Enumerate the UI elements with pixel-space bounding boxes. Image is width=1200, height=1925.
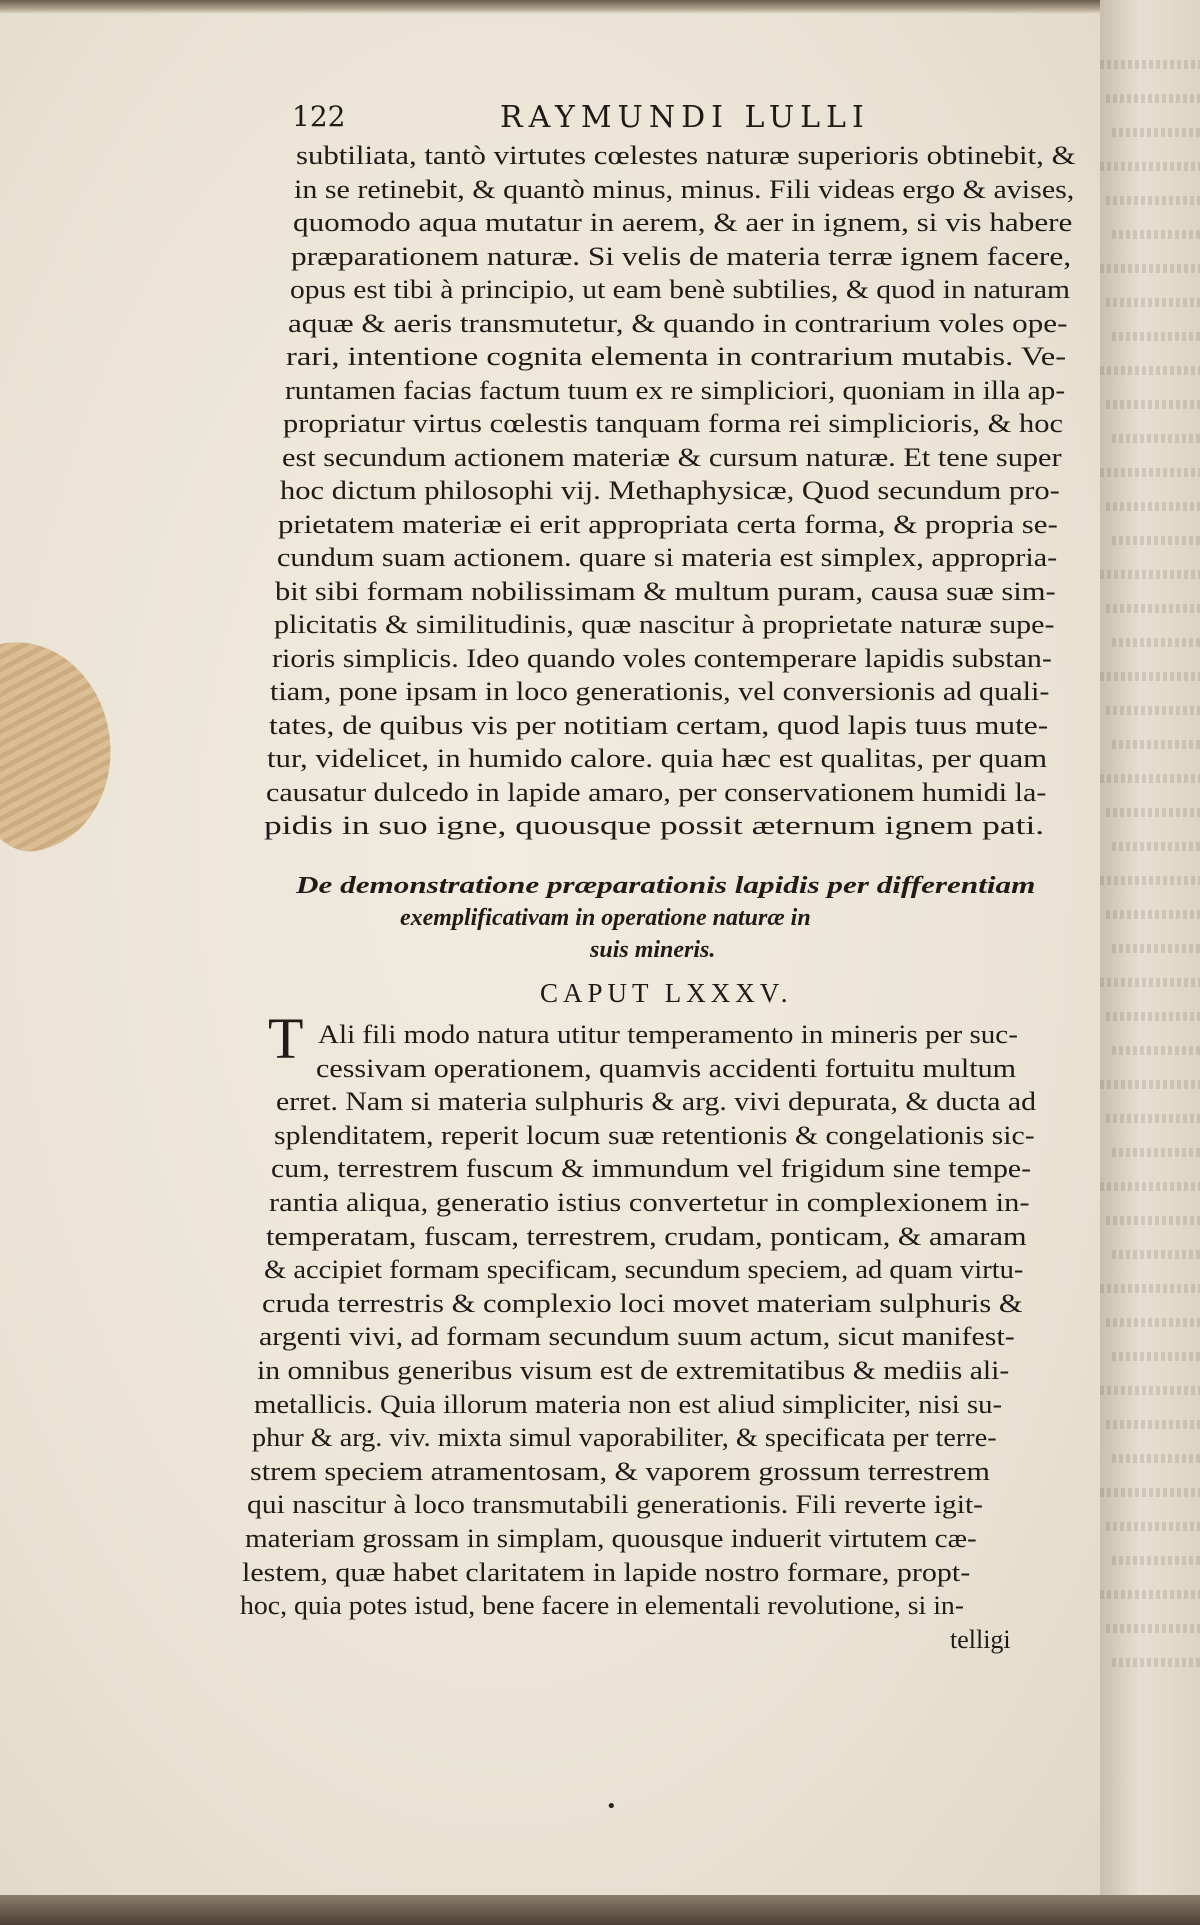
body-line: cundum suam actionem. quare si materia est simplex, appropria- xyxy=(277,543,1058,572)
chapter-line: splenditatem, reperit locum suæ retentionis & congelationis sic- xyxy=(274,1120,1035,1150)
ink-bleed xyxy=(1106,1114,1200,1123)
ink-bleed xyxy=(1106,910,1200,919)
ink-bleed xyxy=(1100,366,1200,375)
ink-bleed xyxy=(1112,1250,1200,1259)
chapter-line: in omnibus generibus visum est de extremitatibus & mediis ali- xyxy=(257,1356,1010,1385)
ink-bleed xyxy=(1100,774,1200,783)
ink-bleed xyxy=(1106,808,1200,817)
body-line: tur, videlicet, in humido calore. quia hæc est qualitas, per quam xyxy=(267,744,1048,773)
ink-bleed xyxy=(1112,638,1200,647)
chapter-line: rantia aliqua, generatio istius convertetur in complexionem in- xyxy=(269,1188,1030,1217)
ink-bleed xyxy=(1100,60,1200,69)
chapter-line: & accipiet formam specificam, secundum speciem, ad quam virtu- xyxy=(264,1255,1024,1285)
ink-bleed xyxy=(1100,468,1200,477)
ink-bleed xyxy=(1112,1046,1200,1055)
body-line: plicitatis & similitudinis, quæ nascitur à proprietate naturæ supe- xyxy=(274,610,1055,639)
ink-bleed xyxy=(1106,400,1200,409)
body-line: pidis in suo igne, quousque possit æternum ignem pati. xyxy=(264,811,1045,840)
body-line: prietatem materiæ ei erit appropriata certa forma, & propria se- xyxy=(278,509,1058,539)
chapter-heading-line: exemplificativam in operatione naturæ in xyxy=(400,905,811,931)
ink-bleed xyxy=(1112,1454,1200,1463)
chapter-number: CAPUT LXXXV. xyxy=(540,978,793,1008)
ink-bleed xyxy=(1112,332,1200,341)
ink-bleed xyxy=(1106,502,1200,511)
running-head: RAYMUNDI LULLI xyxy=(500,100,870,135)
ink-bleed xyxy=(1106,94,1200,103)
ink-bleed xyxy=(1112,842,1200,851)
chapter-line: strem speciem atramentosam, & vaporem grossum terrestrem xyxy=(250,1456,990,1486)
body-line: præparationem naturæ. Si velis de materia terræ ignem facere, xyxy=(291,241,1072,271)
ink-bleed xyxy=(1106,196,1200,205)
ink-bleed xyxy=(1100,264,1200,273)
ink-bleed xyxy=(1106,1012,1200,1021)
body-line: propriatur virtus cœlestis tanquam forma rei simplicioris, & hoc xyxy=(283,409,1064,438)
chapter-line: Ali fili modo natura utitur temperamento in mineris per suc- xyxy=(318,1020,1018,1049)
ink-bleed xyxy=(1112,230,1200,239)
chapter-line: temperatam, fuscam, terrestrem, crudam, ponticam, & amaram xyxy=(266,1221,1027,1251)
ink-bleed xyxy=(1112,1352,1200,1361)
ink-bleed xyxy=(1112,434,1200,443)
facing-page-edge xyxy=(1100,0,1200,1900)
chapter-heading-line: De demonstratione præparationis lapidis per differentiam xyxy=(296,873,1036,899)
ink-bleed xyxy=(1100,1284,1200,1293)
body-line: in se retinebit, & quantò minus, minus. Fili videas ergo & avises, xyxy=(294,174,1075,204)
ink-bleed xyxy=(1112,536,1200,545)
drop-cap: T xyxy=(268,1006,304,1071)
ink-bleed xyxy=(1106,1216,1200,1225)
ink-bleed xyxy=(1112,740,1200,749)
body-line: rari, intentione cognita elementa in contrarium mutabis. Ve- xyxy=(286,342,1067,371)
chapter-line: cum, terrestrem fuscum & immundum vel frigidum sine tempe- xyxy=(271,1154,1032,1184)
chapter-line: metallicis. Quia illorum materia non est aliud simpliciter, nisi su- xyxy=(254,1389,1003,1419)
ink-bleed xyxy=(1112,128,1200,137)
page-top-edge xyxy=(0,0,1100,14)
ink-bleed xyxy=(1100,162,1200,171)
ink-bleed xyxy=(1106,1420,1200,1429)
ink-bleed xyxy=(1106,1624,1200,1633)
body-line: subtiliata, tantò virtutes cœlestes naturæ superioris obtinebit, & xyxy=(296,141,1076,170)
ornament: • xyxy=(606,1796,617,1817)
chapter-line: erret. Nam si materia sulphuris & arg. vivi depurata, & ducta ad xyxy=(276,1087,1037,1117)
ink-bleed xyxy=(1112,1148,1200,1157)
page-header xyxy=(292,100,872,138)
body-line: opus est tibi à principio, ut eam benè subtilies, & quod in naturam xyxy=(290,275,1070,304)
ink-bleed xyxy=(1106,298,1200,307)
chapter-line: hoc, quia potes istud, bene facere in elementali revolutione, si in- xyxy=(240,1591,965,1621)
ink-bleed xyxy=(1106,1318,1200,1327)
body-line: quomodo aqua mutatur in aerem, & aer in ignem, si vis habere xyxy=(293,208,1073,237)
ink-bleed xyxy=(1100,1488,1200,1497)
chapter-line: lestem, quæ habet claritatem in lapide nostro formare, propt- xyxy=(242,1557,971,1587)
ink-bleed xyxy=(1112,944,1200,953)
ink-bleed xyxy=(1100,876,1200,885)
ink-bleed xyxy=(1112,1556,1200,1565)
chapter-line: argenti vivi, ad formam secundum suum actum, sicut manifest- xyxy=(259,1322,1015,1352)
ink-bleed xyxy=(1100,672,1200,681)
chapter-line: phur & arg. viv. mixta simul vaporabiliter, & specificata per terre- xyxy=(252,1423,997,1453)
body-line: hoc dictum philosophi vij. Methaphysicæ, Quod secundum pro- xyxy=(280,476,1060,505)
ink-bleed xyxy=(1106,706,1200,715)
ink-bleed xyxy=(1112,1658,1200,1667)
body-line: runtamen facias factum tuum ex re simpliciori, quoniam in illa ap- xyxy=(285,375,1066,405)
chapter-line: cessivam operationem, quamvis accidenti fortuitu multum xyxy=(316,1053,1017,1083)
chapter-line: materiam grossam in simplam, quousque induerit virtutem cæ- xyxy=(245,1524,977,1553)
ink-bleed xyxy=(1100,1590,1200,1599)
body-line: tiam, pone ipsam in loco generationis, vel conversionis ad quali- xyxy=(270,677,1050,706)
body-line: bit sibi formam nobilissimam & multum puram, causa suæ sim- xyxy=(275,576,1056,606)
chapter-line: telligi xyxy=(950,1624,1011,1654)
page-number: 122 xyxy=(292,100,346,133)
ink-bleed xyxy=(1100,1386,1200,1395)
body-line: rioris simplicis. Ideo quando voles contemperare lapidis substan- xyxy=(272,643,1052,673)
body-line: aquæ & aeris transmutetur, & quando in contrarium voles ope- xyxy=(288,308,1068,338)
ink-bleed xyxy=(1100,1080,1200,1089)
page-bottom-edge xyxy=(0,1895,1200,1925)
ink-bleed xyxy=(1106,604,1200,613)
ink-bleed xyxy=(1100,978,1200,987)
ink-bleed xyxy=(1106,1522,1200,1531)
chapter-line: cruda terrestris & complexio loci movet materiam sulphuris & xyxy=(262,1288,1023,1318)
body-line: causatur dulcedo in lapide amaro, per conservationem humidi la- xyxy=(266,777,1047,807)
ink-bleed xyxy=(1100,570,1200,579)
body-line: tates, de quibus vis per notitiam certam, quod lapis tuus mute- xyxy=(269,710,1049,740)
chapter-line: qui nascitur à loco transmutabili generationis. Fili reverte igit- xyxy=(247,1490,984,1520)
chapter-heading-line: suis mineris. xyxy=(590,937,716,963)
body-line: est secundum actionem materiæ & cursum naturæ. Et tene super xyxy=(282,442,1062,472)
ink-bleed xyxy=(1100,1182,1200,1191)
